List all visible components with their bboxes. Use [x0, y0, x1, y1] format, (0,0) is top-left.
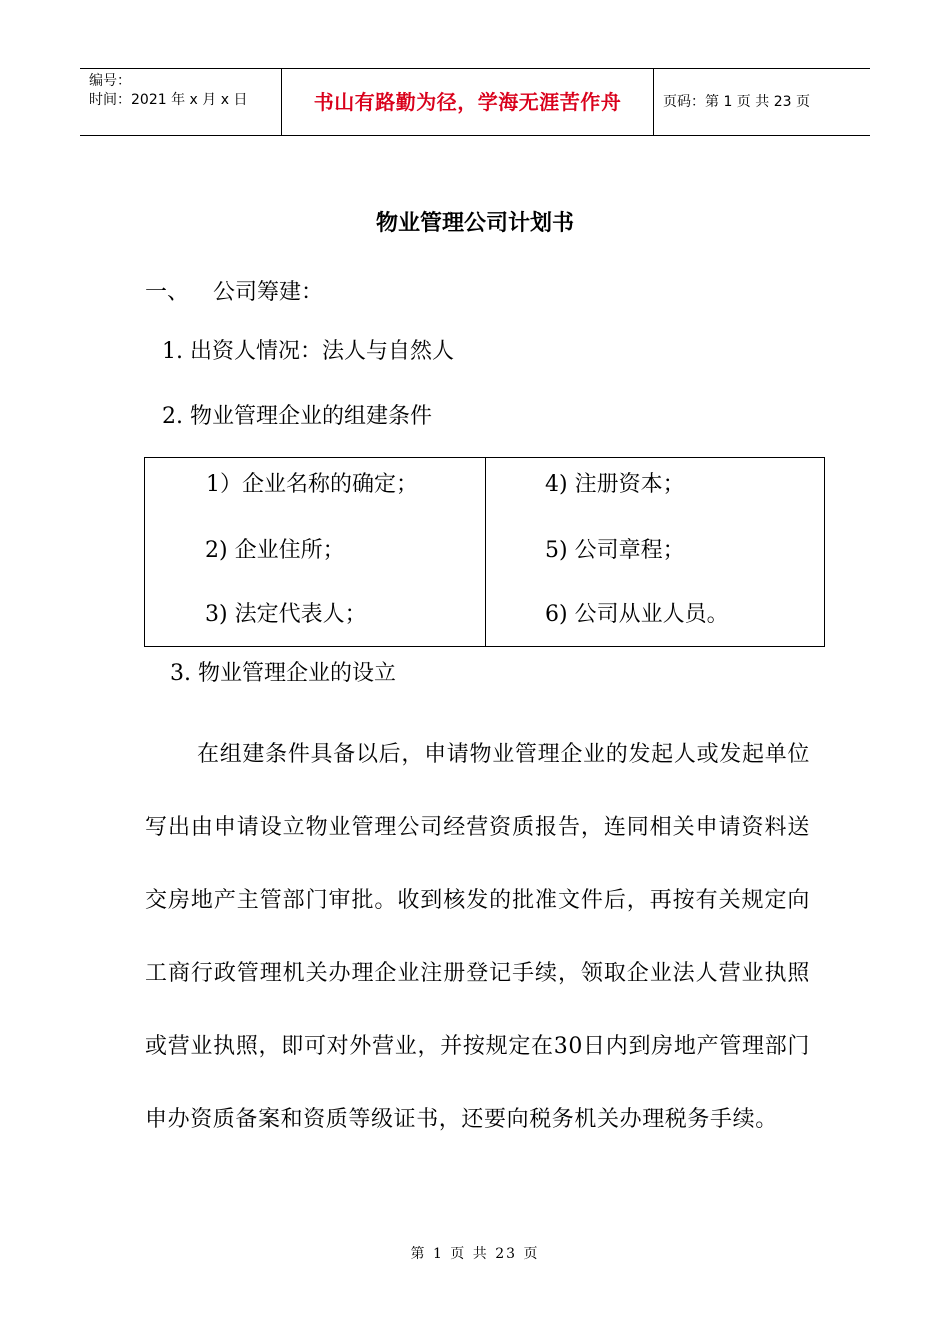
- list-item-establishment: 3. 物业管理企业的设立: [170, 661, 396, 686]
- document-number-label: 编号：: [89, 73, 131, 89]
- condition-cell: 1）企业名称的确定；: [206, 472, 418, 497]
- document-date: 时间：2021 年 x 月 x 日: [89, 92, 248, 108]
- header-motto: 书山有路勤为径，学海无涯苦作舟: [281, 69, 654, 135]
- condition-cell: 2) 企业住所；: [205, 538, 345, 563]
- section-heading: 公司筹建：: [213, 280, 324, 305]
- condition-cell: 3) 法定代表人；: [205, 602, 367, 627]
- condition-cell: 6) 公司从业人员。: [545, 602, 729, 627]
- page-footer: 第 1 页 共 23 页: [410, 1246, 540, 1262]
- body-paragraph: 在组建条件具备以后，申请物业管理企业的发起人或发起单位写出由申请设立物业管理公司经营资质报告，连同相关申请资料送交房地产主管部门审批。收到核发的批准文件后，再按有关规定向工商行政管理机关办理企业注册登记手续，领取企业法人营业执照或营业执照，即可对外营业，并按规定在30日内到房地产管理部门申办资质备案和资质等级证书，还要向税务机关办理税务手续。: [145, 742, 810, 1132]
- condition-cell: 5) 公司章程；: [545, 538, 685, 563]
- page-header: [80, 68, 870, 136]
- conditions-table: [144, 457, 825, 647]
- header-page-info: 页码：第 1 页 共 23 页: [663, 94, 810, 110]
- document-title: 物业管理公司计划书: [375, 211, 574, 236]
- list-item-conditions: 2. 物业管理企业的组建条件: [162, 404, 432, 429]
- table-divider: [485, 458, 486, 646]
- header-meta: [80, 69, 281, 135]
- condition-cell: 4) 注册资本；: [545, 472, 685, 497]
- section-number: 一、: [145, 280, 190, 305]
- list-item-investors: 1. 出资人情况：法人与自然人: [162, 339, 454, 364]
